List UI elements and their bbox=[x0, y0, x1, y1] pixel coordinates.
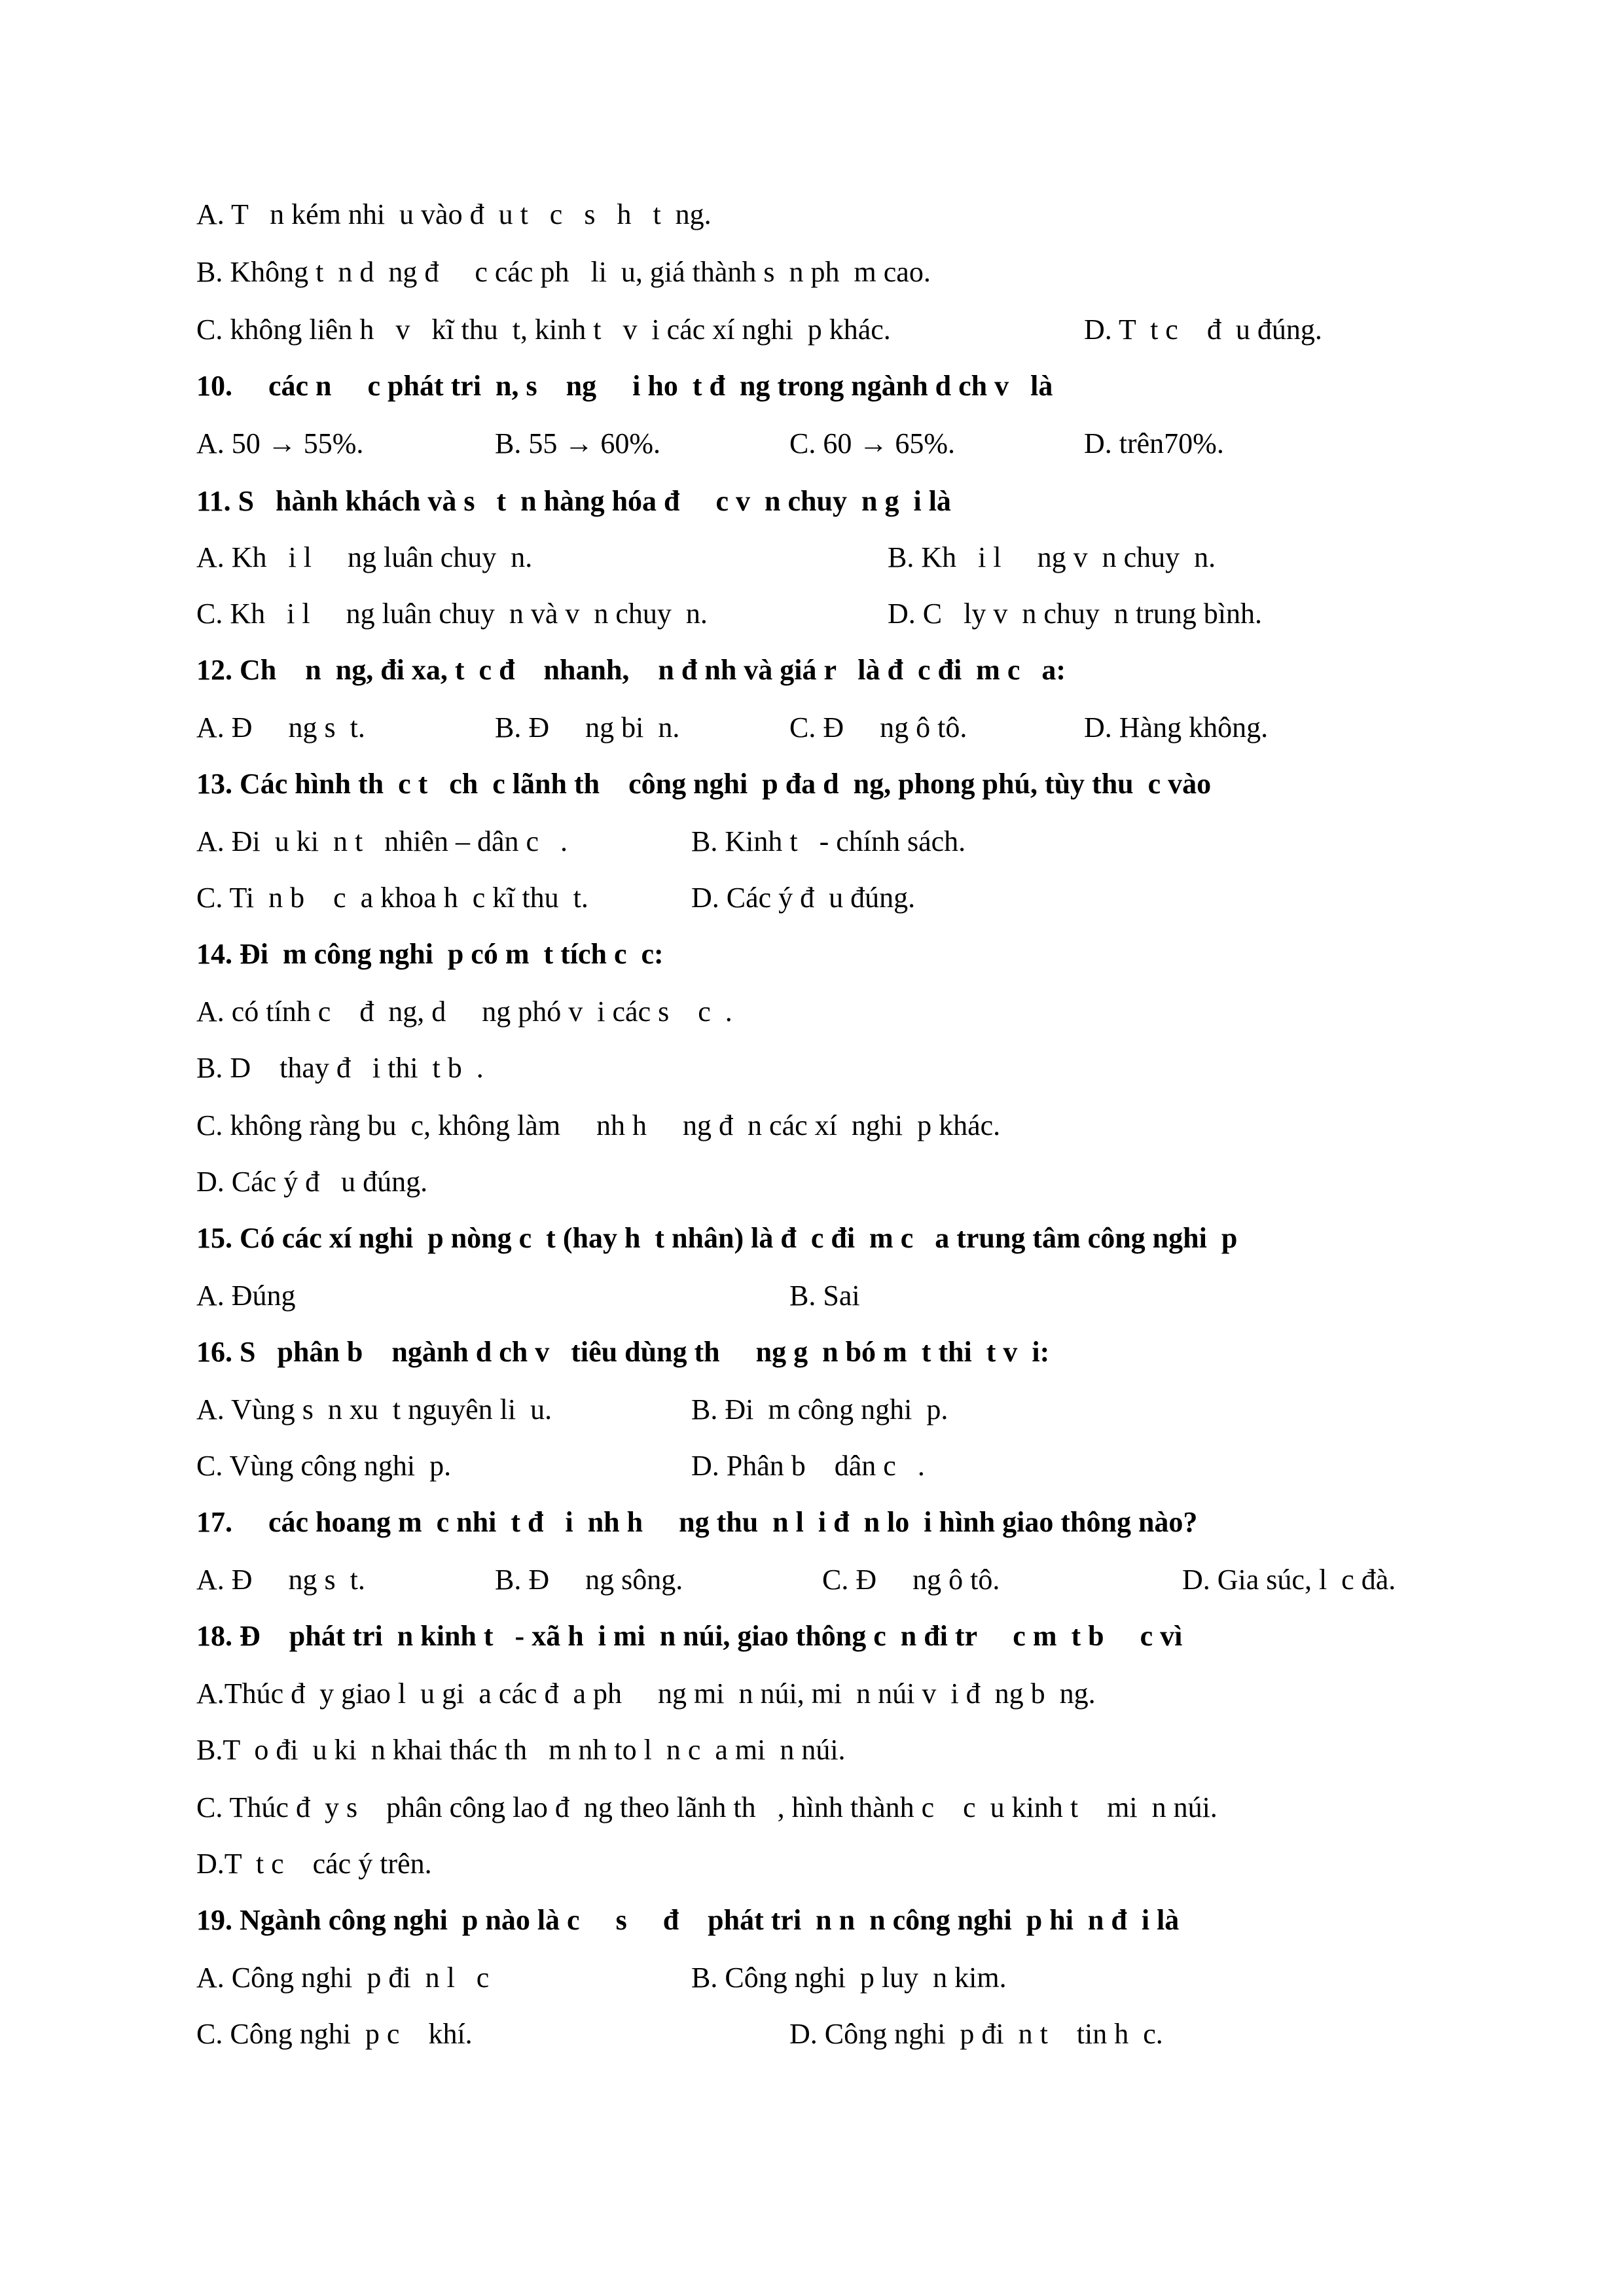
q11-option-d: D. C ly v n chuy n trung bình. bbox=[888, 598, 1262, 630]
q13-option-d: D. Các ý đ u đúng. bbox=[691, 882, 916, 914]
q9-option-b: B. Không t n d ng đ c các ph li u, giá thành s n ph m cao. bbox=[196, 256, 931, 288]
q9-option-c: C. không liên h v kĩ thu t, kinh t v i các xí nghi p khác. bbox=[196, 314, 891, 346]
q13-option-a: A. Đi u ki n t nhiên – dân c . bbox=[196, 825, 568, 857]
q17-question: 17. các hoang m c nhi t đ i nh h ng thu n l i đ n lo i hình giao thông nào? bbox=[196, 1506, 1198, 1538]
q10-option-c: C. 60 → 65%. bbox=[789, 427, 955, 459]
q15-question: 15. Có các xí nghi p nòng c t (hay h t nhân) là đ c đi m c a trung tâm công nghi p bbox=[196, 1222, 1238, 1254]
q18-option-a: A.Thúc đ y giao l u gi a các đ a ph ng mi n núi, mi n núi v i đ ng b ng. bbox=[196, 1677, 1096, 1710]
q15-option-b: B. Sai bbox=[789, 1280, 860, 1312]
q11-option-a: A. Kh i l ng luân chuy n. bbox=[196, 541, 533, 573]
q17-option-b: B. Đ ng sông. bbox=[495, 1564, 683, 1596]
q19-option-d: D. Công nghi p đi n t tin h c. bbox=[789, 2018, 1163, 2050]
q11-option-b: B. Kh i l ng v n chuy n. bbox=[888, 541, 1216, 573]
q18-option-c: C. Thúc đ y s phân công lao đ ng theo lãnh th , hình thành c c u kinh t mi n núi. bbox=[196, 1791, 1218, 1823]
q18-question: 18. Đ phát tri n kinh t - xã h i mi n núi, giao thông c n đi tr c m t b c vì bbox=[196, 1620, 1183, 1652]
q17-option-a: A. Đ ng s t. bbox=[196, 1564, 365, 1596]
q11-option-c: C. Kh i l ng luân chuy n và v n chuy n. bbox=[196, 598, 708, 630]
q12-question: 12. Ch n ng, đi xa, t c đ nhanh, n đ nh và giá r là đ c đi m c a: bbox=[196, 654, 1066, 686]
q19-option-c: C. Công nghi p c khí. bbox=[196, 2018, 473, 2050]
q12-option-b: B. Đ ng bi n. bbox=[495, 711, 680, 744]
q12-option-a: A. Đ ng s t. bbox=[196, 711, 365, 744]
q10-option-a: A. 50 → 55%. bbox=[196, 427, 364, 459]
q17-option-c: C. Đ ng ô tô. bbox=[822, 1564, 1000, 1596]
q9-option-a: A. T n kém nhi u vào đ u t c s h t ng. bbox=[196, 198, 712, 230]
q19-option-b: B. Công nghi p luy n kim. bbox=[691, 1962, 1007, 1994]
q14-option-d: D. Các ý đ u đúng. bbox=[196, 1166, 428, 1198]
q14-question: 14. Đi m công nghi p có m t tích c c: bbox=[196, 938, 664, 970]
q18-option-d: D.T t c các ý trên. bbox=[196, 1848, 432, 1880]
q10-question: 10. các n c phát tri n, s ng i ho t đ ng trong ngành d ch v là bbox=[196, 370, 1053, 402]
q14-option-a: A. có tính c đ ng, d ng phó v i các s c . bbox=[196, 996, 732, 1028]
q10-option-b: B. 55 → 60%. bbox=[495, 427, 660, 459]
q12-option-c: C. Đ ng ô tô. bbox=[789, 711, 967, 744]
q19-option-a: A. Công nghi p đi n l c bbox=[196, 1962, 490, 1994]
q19-options-row2 bbox=[196, 2016, 1440, 2162]
q13-question: 13. Các hình th c t ch c lãnh th công nghi p đa d ng, phong phú, tùy thu c vào bbox=[196, 768, 1212, 800]
q15-option-a: A. Đúng bbox=[196, 1280, 296, 1312]
q16-option-b: B. Đi m công nghi p. bbox=[691, 1393, 948, 1426]
q14-option-b: B. D thay đ i thi t b . bbox=[196, 1052, 484, 1084]
q16-option-a: A. Vùng s n xu t nguyên li u. bbox=[196, 1393, 552, 1426]
q11-question: 11. S hành khách và s t n hàng hóa đ c v n chuy n g i là bbox=[196, 485, 951, 517]
q13-option-c: C. Ti n b c a khoa h c kĩ thu t. bbox=[196, 882, 588, 914]
q19-question: 19. Ngành công nghi p nào là c s đ phát tri n n n công nghi p hi n đ i là bbox=[196, 1904, 1180, 1936]
q18-option-b: B.T o đi u ki n khai thác th m nh to l n c a mi n núi. bbox=[196, 1734, 846, 1766]
q16-option-c: C. Vùng công nghi p. bbox=[196, 1450, 452, 1482]
q12-option-d: D. Hàng không. bbox=[1084, 711, 1269, 744]
q13-option-b: B. Kinh t - chính sách. bbox=[691, 825, 966, 857]
q10-option-d: D. trên70%. bbox=[1084, 427, 1224, 459]
q16-option-d: D. Phân b dân c . bbox=[691, 1450, 925, 1482]
q17-option-d: D. Gia súc, l c đà. bbox=[1182, 1564, 1396, 1596]
q14-option-c: C. không ràng bu c, không làm nh h ng đ n các xí nghi p khác. bbox=[196, 1109, 1001, 1141]
q9-option-d: D. T t c đ u đúng. bbox=[1084, 314, 1322, 346]
q16-question: 16. S phân b ngành d ch v tiêu dùng th ng g n bó m t thi t v i: bbox=[196, 1336, 1050, 1368]
